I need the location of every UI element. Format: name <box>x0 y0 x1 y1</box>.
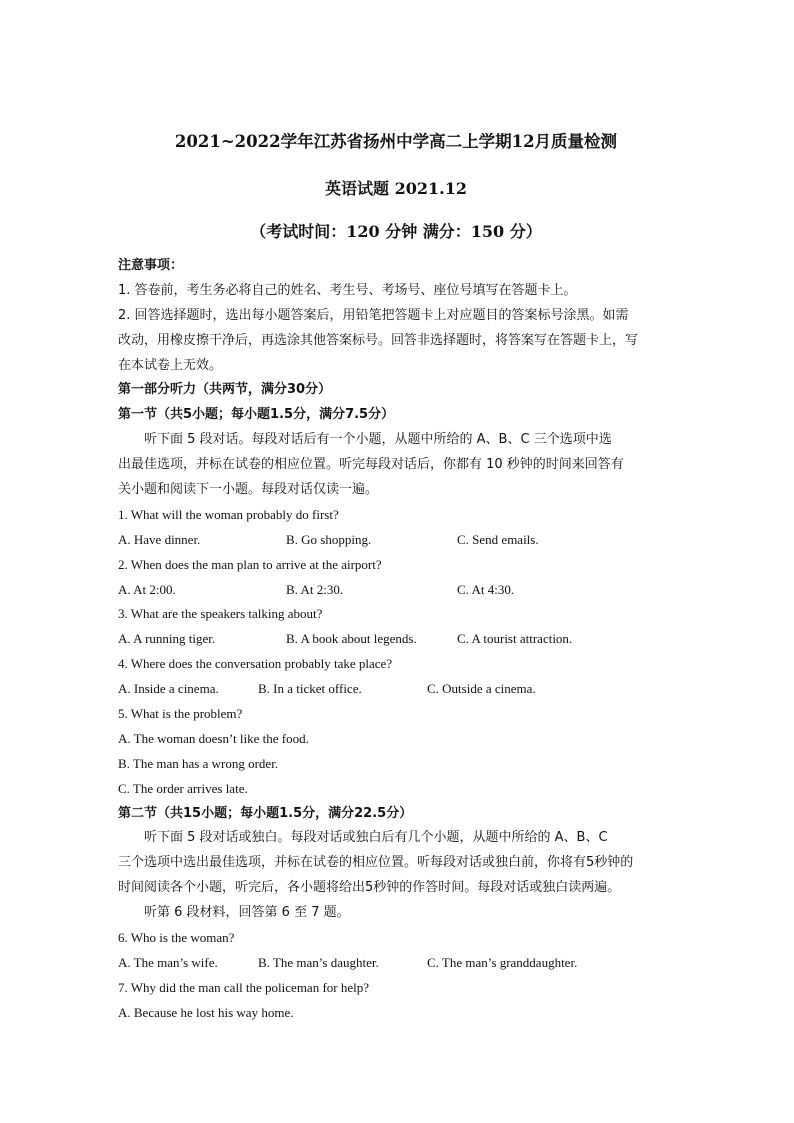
exam-title: 2021~2022学年江苏省扬州中学高二上学期12月质量检测 <box>174 132 618 151</box>
part1-heading: 第一部分听力（共两节，满分30分） <box>118 382 332 398</box>
question-2-option-a: A. At 2:00. <box>118 581 176 597</box>
section1-instructions-line-3: 关小题和阅读下一小题。每段对话仅读一遍。 <box>118 482 379 498</box>
note-item-2-line-3: 在本试卷上无效。 <box>118 357 223 373</box>
question-1-stem: 1. What will the woman probably do first? <box>118 506 339 522</box>
question-3-options <box>118 627 674 652</box>
question-7-stem: 7. Why did the man call the policeman for help? <box>118 979 370 995</box>
section2-instructions-line-2: 三个选项中选出最佳选项，并标在试卷的相应位置。听每段对话或独白前，你将有5秒钟的 <box>118 855 634 871</box>
question-5-option-a: A. The woman doesn’t like the food. <box>118 730 309 746</box>
question-3-option-b: B. A book about legends. <box>286 631 417 647</box>
question-1-option-b: B. Go shopping. <box>286 531 372 547</box>
question-4-option-c: C. Outside a cinema. <box>427 681 536 697</box>
question-1-options <box>118 528 674 553</box>
question-5-option-c: C. The order arrives late. <box>118 780 248 796</box>
question-6-option-c: C. The man’s granddaughter. <box>427 954 578 970</box>
exam-page <box>118 120 674 1026</box>
question-1-option-c: C. Send emails. <box>457 531 539 547</box>
note-item-2-line-2: 改动，用橡皮擦干净后，再选涂其他答案标号。回答非选择题时，将答案写在答题卡上，写 <box>118 332 639 348</box>
question-2-options <box>118 578 674 603</box>
segment-6-instruction: 听第 6 段材料，回答第 6 至 7 题。 <box>144 905 350 921</box>
question-3-stem: 3. What are the speakers talking about? <box>118 606 323 622</box>
question-3-option-a: A. A running tiger. <box>118 631 216 647</box>
question-7-option-a: A. Because he lost his way home. <box>118 1004 294 1020</box>
note-item-1: 1. 答卷前，考生务必将自己的姓名、考生号、考场号、座位号填写在答题卡上。 <box>118 282 577 298</box>
section2-heading: 第二节（共15小题；每小题1.5分，满分22.5分） <box>118 805 413 821</box>
section2-instructions-line-1: 听下面 5 段对话或独白。每段对话或独白后有几个小题，从题中所给的 A、B、C <box>144 830 608 846</box>
question-4-option-b: B. In a ticket office. <box>258 681 362 697</box>
question-6-stem: 6. Who is the woman? <box>118 930 235 946</box>
question-2-option-c: C. At 4:30. <box>457 581 515 597</box>
section1-instructions-line-2: 出最佳选项，并标在试卷的相应位置。听完每段对话后，你都有 10 秒钟的时间来回答有 <box>118 457 624 473</box>
question-2-option-b: B. At 2:30. <box>286 581 344 597</box>
section2-instructions-line-3: 时间阅读各个小题，听完后，各小题将给出5秒钟的作答时间。每段对话或独白读两遍。 <box>118 880 621 896</box>
question-2-stem: 2. When does the man plan to arrive at the airport? <box>118 556 382 572</box>
question-6-options <box>118 951 674 976</box>
section1-heading: 第一节（共5小题；每小题1.5分，满分7.5分） <box>118 407 395 423</box>
question-5-stem: 5. What is the problem? <box>118 706 243 722</box>
question-3-option-c: C. A tourist attraction. <box>457 631 573 647</box>
question-4-options <box>118 677 674 702</box>
question-6-option-b: B. The man’s daughter. <box>258 954 379 970</box>
question-5-option-b: B. The man has a wrong order. <box>118 755 279 771</box>
question-4-option-a: A. Inside a cinema. <box>118 681 219 697</box>
exam-subtitle: 英语试题 2021.12 <box>325 179 467 198</box>
question-6-option-a: A. The man’s wife. <box>118 954 218 970</box>
question-4-stem: 4. Where does the conversation probably take place? <box>118 656 393 672</box>
section1-instructions-line-1: 听下面 5 段对话。每段对话后有一个小题，从题中所给的 A、B、C 三个选项中选 <box>144 432 612 448</box>
note-item-2-line-1: 2. 回答选择题时，选出每小题答案后，用铅笔把答题卡上对应题目的答案标号涂黑。如需 <box>118 307 629 323</box>
notes-heading: 注意事项： <box>118 258 184 273</box>
exam-info: （考试时间：120 分钟 满分：150 分） <box>250 222 542 241</box>
question-1-option-a: A. Have dinner. <box>118 531 201 547</box>
